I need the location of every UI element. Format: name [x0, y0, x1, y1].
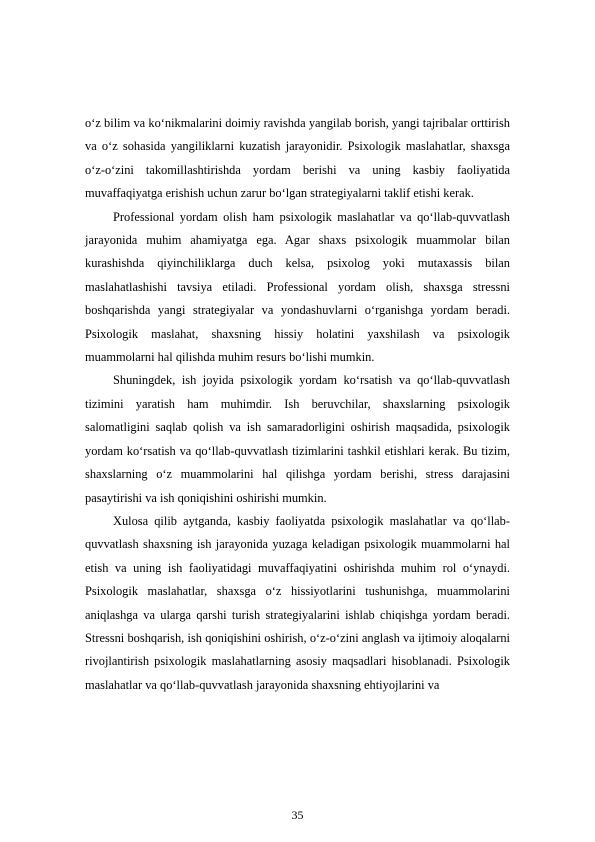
paragraph-3: Shuningdek, ish joyida psixologik yordam ko‘rsatish va qo‘llab-quvvatlash tizimini yaratish ham muhimdir. Ish beruvchilar, shaxslarning psixologik salomatligini saqlab qolish va ish samaradorligini oshirish maqsadida, psixologik yordam ko‘rsatish va qo‘llab-quvvatlash tizimlarini tashkil etishlari kerak. Bu tizim, shaxslarning o‘z muammolarini hal qilishga yordam berishi, stress darajasini pasaytirishi va ish qoniqishini oshirishi mumkin. [85, 373, 510, 505]
paragraph-4: Xulosa qilib aytganda, kasbiy faoliyatda psixologik maslahatlar va qo‘llab-quvvatlash shaxsning ish jarayonida yuzaga keladigan psixologik muammolarni hal etish va uning ish faoliyatidagi muvaffaqiyatini oshirishda muhim rol o‘ynaydi. Psixologik maslahatlar, shaxsga o‘z hissiyotlarini tushunishga, muammolarini aniqlashga va ularga qarshi turish strategiyalarini ishlab chiqishga yordam beradi. Stressni boshqarish, ish qoniqishini oshirish, o‘z-o‘zini anglash va ijtimoiy aloqalarni rivojlantirish psixologik maslahatlarning asosiy maqsadlari hisoblanadi. Psixologik maslahatlar va qo‘llab-quvvatlash jarayonida shaxsning ehtiyojlarini va [85, 513, 510, 692]
paragraph-1: o‘z bilim va ko‘nikmalarini doimiy ravishda yangilab borish, yangi tajribalar orttirish va o‘z sohasida yangiliklarni kuzatish jarayonidir. Psixologik maslahatlar, shaxsga o‘z-o‘zini takomillashtirishda yordam berishi va uning kasbiy faoliyatida muvaffaqiyatga erishish uchun zarur bo‘lgan strategiyalarni taklif etishi kerak. [85, 116, 510, 201]
paragraph-2: Professional yordam olish ham psixologik maslahatlar va qo‘llab-quvvatlash jarayonida muhim ahamiyatga ega. Agar shaxs psixologik muammolar bilan kurashishda qiyinchiliklarga duch kelsa, psixolog yoki mutaxassis bilan maslahatlashishi tavsiya etiladi. Professional yordam olish, shaxsga stressni boshqarishda yangi strategiyalar va yondashuvlarni o‘rganishga yordam beradi. Psixologik maslahat, shaxsning hissiy holatini yaxshilash va psixologik muammolarni hal qilishda muhim resurs bo‘lishi mumkin. [85, 209, 510, 365]
page-number: 35 [291, 808, 304, 822]
document-body [85, 112, 510, 697]
